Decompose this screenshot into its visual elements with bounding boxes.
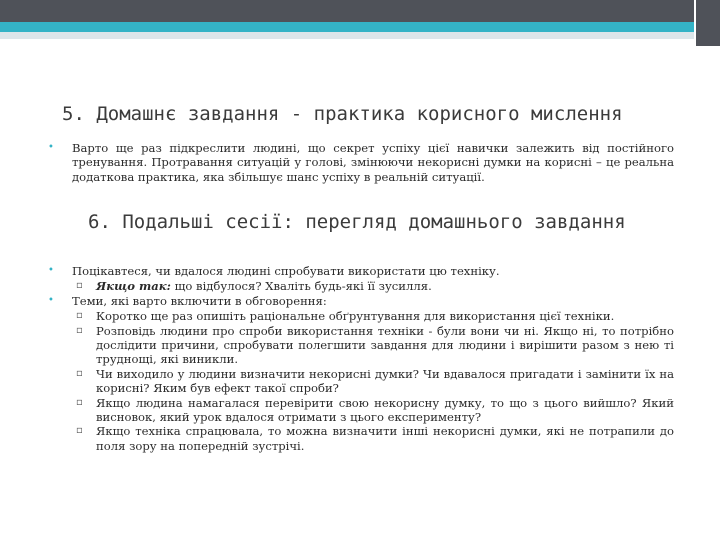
sub-list-item xyxy=(48,279,674,293)
list-item-text: Теми, які варто включити в обговорення: xyxy=(72,293,327,308)
section-6-body xyxy=(48,264,674,453)
sub-list-item xyxy=(48,309,674,323)
list-item-text: Поцікавтеся, чи вдалося людині спробувати використати цю техніку. xyxy=(72,264,500,278)
sub-list-item xyxy=(48,396,674,425)
sub-bullet-icon: ▫ xyxy=(76,324,83,336)
sub-list-item xyxy=(48,367,674,396)
bullet-icon: • xyxy=(48,294,54,306)
bullet-icon: • xyxy=(48,142,54,153)
sub-list-item-text: Якщо техніка спрацювала, то можна визначити інші некорисні думки, які не потрапили до поля зору на попередній зустрічі. xyxy=(96,424,674,453)
sub-bullet-icon: ▫ xyxy=(76,280,83,292)
sub-bullet-icon: ▫ xyxy=(76,310,83,322)
header-band-dark xyxy=(0,0,720,22)
header-band-accent xyxy=(0,22,720,32)
list-item xyxy=(48,141,674,184)
sub-list-item xyxy=(48,424,674,453)
sub-list-item-text: Якщо людина намагалася перевірити свою некорисну думку, то що з цього вийшло? Який висновок, який урок вдалося отримати з цього експерименту? xyxy=(96,395,674,425)
sub-list-item xyxy=(48,324,674,367)
section-5-body xyxy=(48,141,674,185)
section-6-title: 6. Подальші сесії: перегляд домашнього завдання xyxy=(88,211,626,233)
sub-list-item-text: Розповідь людини про спроби використання техніки - були вони чи ні. Якщо ні, то потрібно дослідити причини, спробувати полегшити завдання для людини і вирішити разом з нею ті труднощі, які виникли. xyxy=(96,323,674,367)
emphasis-label: Якщо так: xyxy=(96,279,171,294)
list-item xyxy=(48,294,674,308)
list-item xyxy=(48,264,674,278)
sub-bullet-icon: ▫ xyxy=(76,396,83,408)
sub-list-item-text: Коротко ще раз опишіть раціональне обґрунтування для використання цієї техніки. xyxy=(96,309,615,324)
bullet-icon: • xyxy=(48,265,54,276)
header-corner-block xyxy=(696,0,720,46)
sub-list-item-text: що відбулося? Хваліть будь-які її зусилля. xyxy=(170,279,432,294)
sub-bullet-icon: ▫ xyxy=(76,367,83,379)
sub-list-item-text: Чи виходило у людини визначити некорисні думки? Чи вдавалося пригадати і замінити їх на корисні? Яким був ефект такої спроби? xyxy=(96,366,674,396)
section-5-title: 5. Домашнє завдання - практика корисного мислення xyxy=(62,103,623,125)
list-item-text: Варто ще раз підкреслити людині, що секрет успіху цієї навички залежить від постійного тренування. Протравання ситуацій у голові, змінюючи некорисні думки на корисні – це реальна додаткова практика, яка збільшує шанс успіху в реальній ситуації. xyxy=(72,141,674,184)
header-band-light xyxy=(0,32,720,39)
sub-bullet-icon: ▫ xyxy=(76,425,83,437)
